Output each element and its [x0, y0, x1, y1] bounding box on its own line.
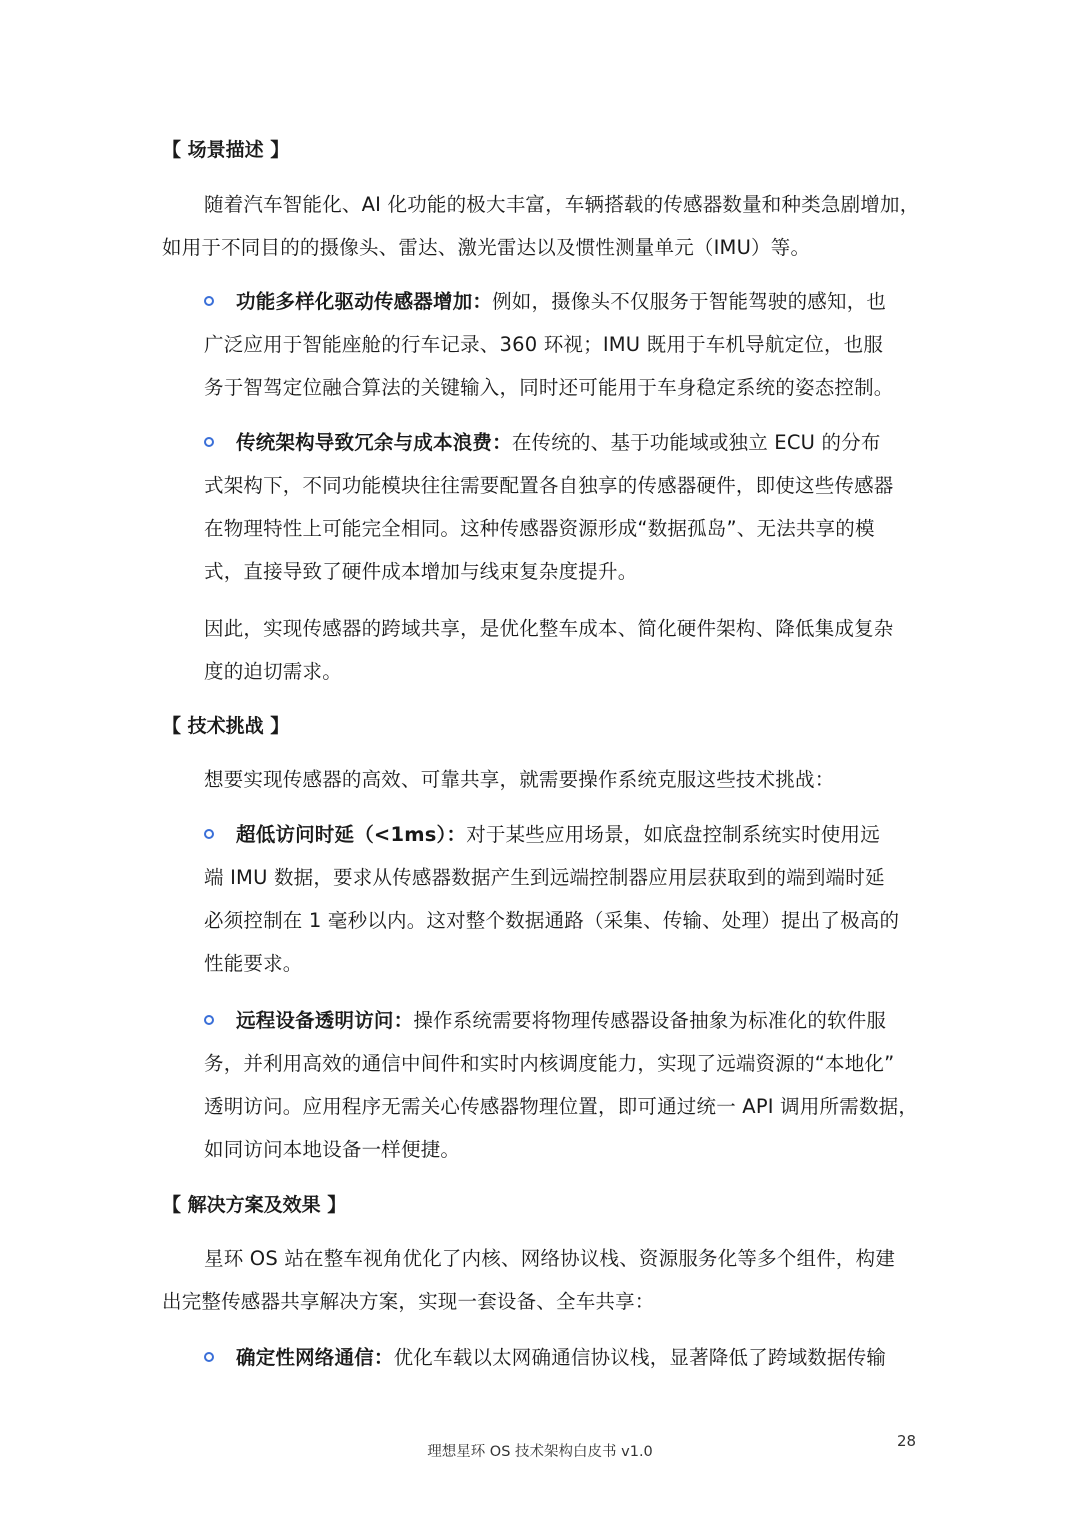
text-line: 如用于不同目的的摄像头、雷达、激光雷达以及惯性测量单元（IMU）等。: [162, 236, 811, 259]
bullet-circle-icon: [204, 829, 214, 839]
challenges-bullet-2: [204, 999, 924, 1171]
page-number: 28: [897, 1432, 917, 1450]
text-line: 星环 OS 站在整车视角优化了内核、网络协议栈、资源服务化等多个组件，构建: [204, 1247, 896, 1270]
scenario-bullet-2: [204, 421, 924, 593]
text-line: 度的迫切需求。: [204, 660, 342, 683]
text-line: 式，直接导致了硬件成本增加与线束复杂度提升。: [204, 560, 638, 583]
bullet-label: 远程设备透明访问：: [236, 1009, 414, 1032]
text-line: 出完整传感器共享解决方案，实现一套设备、全车共享：: [162, 1290, 655, 1313]
bullet-label: 超低访问时延（<1ms）：: [236, 823, 467, 846]
scenario-conclusion: [204, 607, 894, 693]
bullet-text: 操作系统需要将物理传感器设备抽象为标准化的软件服: [413, 1009, 887, 1032]
bullet-circle-icon: [204, 437, 214, 447]
text-line: 必须控制在 1 毫秒以内。这对整个数据通路（采集、传输、处理）提出了极高的: [204, 909, 900, 932]
solution-intro-line-1: [204, 1237, 895, 1280]
challenges-intro: [204, 758, 834, 801]
solution-intro-line-2: [162, 1280, 655, 1323]
challenges-bullet-1: [204, 813, 924, 985]
text-line: 务，并利用高效的通信中间件和实时内核调度能力，实现了远端资源的“本地化”: [204, 1052, 895, 1075]
solution-bullet-1: [204, 1336, 924, 1379]
bullet-circle-icon: [204, 296, 214, 306]
footer-title: 理想星环 OS 技术架构白皮书 v1.0: [427, 1444, 653, 1460]
bullet-label: 确定性网络通信：: [236, 1346, 394, 1369]
bullet-circle-icon: [204, 1352, 214, 1362]
text-line: 端 IMU 数据，要求从传感器数据产生到远端控制器应用层获取到的端到端时延: [204, 866, 885, 889]
bullet-text: 例如，摄像头不仅服务于智能驾驶的感知，也: [492, 290, 887, 313]
bullet-label: 功能多样化驱动传感器增加：: [236, 290, 493, 313]
text-line: 在物理特性上可能完全相同。这种传感器资源形成“数据孤岛”、无法共享的模: [204, 517, 875, 540]
scenario-intro-line-1: [204, 183, 919, 226]
bullet-text: 对于某些应用场景，如底盘控制系统实时使用远: [466, 823, 880, 846]
text-line: 因此，实现传感器的跨域共享，是优化整车成本、简化硬件架构、降低集成复杂: [204, 617, 894, 640]
section-title-challenges: 【 技术挑战 】: [162, 715, 290, 737]
text-line: 务于智驾定位融合算法的关键输入，同时还可能用于车身稳定系统的姿态控制。: [204, 376, 894, 399]
scenario-intro-line-2: [162, 226, 810, 269]
scenario-bullet-1: [204, 280, 924, 409]
text-line: 透明访问。应用程序无需关心传感器物理位置，即可通过统一 API 调用所需数据，: [204, 1095, 919, 1118]
text-line: 式架构下，不同功能模块往往需要配置各自独享的传感器硬件，即使这些传感器: [204, 474, 894, 497]
text-line: 性能要求。: [204, 952, 303, 975]
text-line: 想要实现传感器的高效、可靠共享，就需要操作系统克服这些技术挑战：: [204, 768, 835, 791]
bullet-text: 优化车载以太网确通信协议栈，显著降低了跨域数据传输: [393, 1346, 887, 1369]
text-line: 随着汽车智能化、AI 化功能的极大丰富，车辆搭载的传感器数量和种类急剧增加，: [204, 193, 920, 216]
bullet-text: 在传统的、基于功能域或独立 ECU 的分布: [511, 431, 881, 454]
bullet-label: 传统架构导致冗余与成本浪费：: [236, 431, 512, 454]
text-line: 广泛应用于智能座舱的行车记录、360 环视；IMU 既用于车机导航定位，也服: [204, 333, 884, 356]
text-line: 如同访问本地设备一样便捷。: [204, 1138, 461, 1161]
section-title-scenario: 【 场景描述 】: [162, 139, 290, 161]
section-title-solution: 【 解决方案及效果 】: [162, 1194, 347, 1216]
bullet-circle-icon: [204, 1015, 214, 1025]
